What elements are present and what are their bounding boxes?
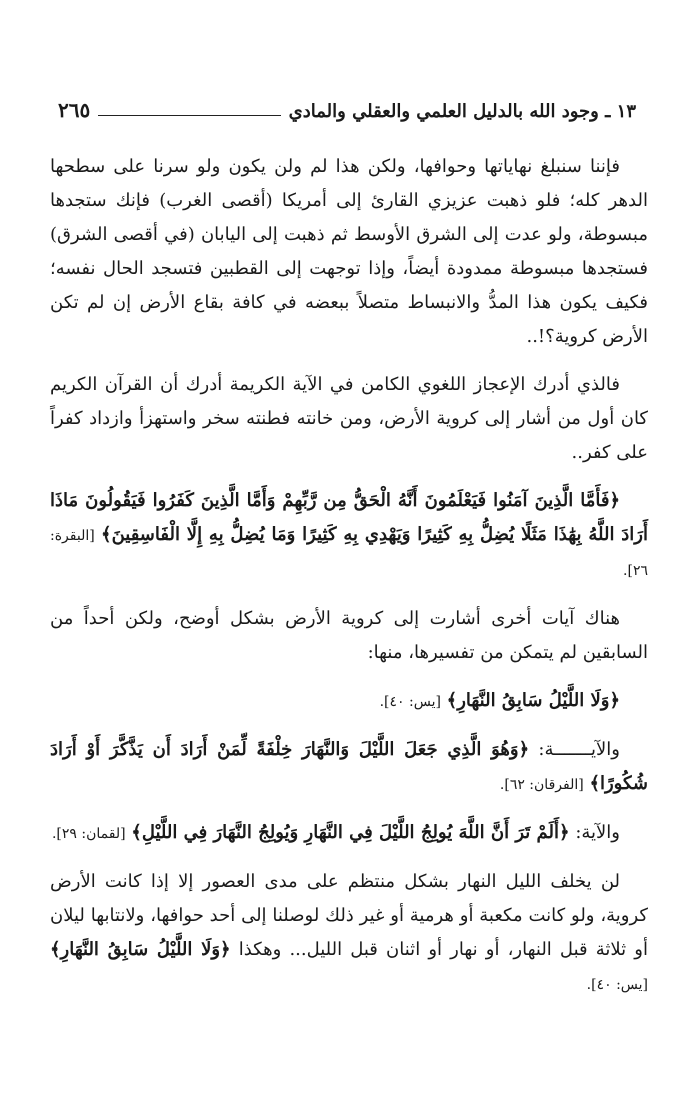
quran-verse-baqarah	[50, 484, 648, 588]
paragraph-4	[50, 865, 648, 1002]
quran-text: ﴿فَأَمَّا الَّذِينَ آمَنُوا فَيَعْلَمُونَ أَنَّهُ الْحَقُّ مِن رَّبِّهِمْ وَأَمَّا الَّذِينَ كَفَرُوا فَيَقُولُونَ مَاذَا أَرَادَ اللَّهُ بِهَٰذَا مَثَلًا يُضِلُّ بِهِ كَثِيرًا وَيَهْدِي بِهِ كَثِيرًا وَمَا يُضِلُّ بِهِ إِلَّا الْفَاسِقِينَ﴾	[50, 490, 648, 545]
header-rule	[98, 115, 280, 116]
quran-verse-luqman	[50, 816, 648, 851]
lead-text: والآية:	[575, 822, 620, 843]
page-body	[50, 150, 648, 1002]
quran-text: ﴿وَلَا اللَّيْلُ سَابِقُ النَّهَارِ﴾	[50, 939, 231, 960]
running-header	[58, 88, 636, 122]
quran-text: ﴿وَلَا اللَّيْلُ سَابِقُ النَّهَارِ﴾	[446, 690, 620, 711]
paragraph-3: هناك آيات أخرى أشارت إلى كروية الأرض بشكل أوضح، ولكن أحداً من السابقين لم يتمكن من تفسيرها، منها:	[50, 608, 648, 663]
verse-reference: [يس: ٤٠].	[379, 694, 441, 710]
page-number: ٢٦٥	[58, 98, 91, 122]
header-title: ١٣ ـ وجود الله بالدليل العلمي والعقلي والمادي	[288, 101, 636, 122]
quran-text: ﴿أَلَمْ تَرَ أَنَّ اللَّهَ يُولِجُ اللَّيْلَ فِي النَّهَارِ وَيُولِجُ النَّهَارَ فِي اللَّيْلِ﴾	[131, 822, 570, 843]
paragraph-2: فالذي أدرك الإعجاز اللغوي الكامن في الآية الكريمة أدرك أن القرآن الكريم كان أول من أشار إلى كروية الأرض، ومن خانته فطنته سخر واستهزأ وازداد كفراً على كفر..	[50, 374, 648, 463]
quran-verse-furqan	[50, 733, 648, 802]
verse-reference: [لقمان: ٢٩].	[51, 826, 126, 842]
quran-text: ﴿وَهُوَ الَّذِي جَعَلَ اللَّيْلَ وَالنَّهَارَ خِلْفَةً لِّمَنْ أَرَادَ أَن يَذَّكَّرَ أَوْ أَرَادَ شُكُورًا﴾	[50, 739, 648, 794]
verse-reference: [البقرة: ٢٦].	[50, 528, 648, 579]
paragraph-1: فإننا سنبلغ نهاياتها وحوافها، ولكن هذا لم ولن يكون ولو سرنا على سطحها الدهر كله؛ فلو ذهبت عزيزي القارئ إلى أمريكا (أقصى الغرب) فإنك ستجدها مبسوطة، ولو عدت إلى الشرق الأوسط ثم ذهبت إلى اليابان (في أقصى الشرق) فستجدها مبسوطة ممدودة أيضاً، وإذا توجهت إلى القطبين فتسجد الحال نفسه؛ فكيف يكون هذا المدُّ والانبساط متصلاً ببعضه في كافة بقاع الأرض إن لم تكن الأرض كروية؟!..	[50, 156, 648, 347]
paragraph-text: لن يخلف الليل النهار بشكل منتظم على مدى العصور إلا إذا كانت الأرض كروية، ولو كانت مكعبة أو هرمية أو غير ذلك لوصلنا إلى أحد حوافها، ولانتابها ليلان أو ثلاثة قبل النهار، أو نهار أو اثنان قبل الليل...	[50, 871, 648, 960]
lead-text: والآيـــــــة:	[538, 739, 620, 760]
lead-text: وهكذا	[238, 939, 282, 960]
verse-reference: [الفرقان: ٦٢].	[499, 777, 584, 793]
verse-reference: [يس: ٤٠].	[586, 977, 648, 993]
quran-verse-yasin	[50, 684, 648, 719]
